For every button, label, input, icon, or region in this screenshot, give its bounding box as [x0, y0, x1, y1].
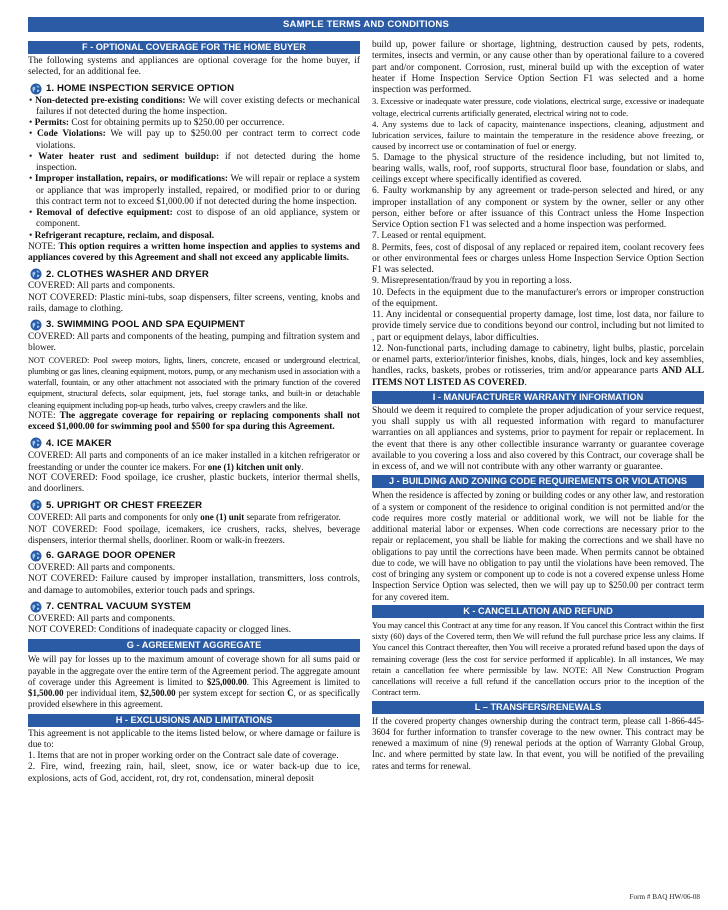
bullet-label: Refrigerant recapture, reclaim, and disposal. — [34, 230, 215, 241]
bullet-label: Non-detected pre-existing conditions: — [35, 95, 186, 106]
bullet-text: We will cover existing defects or mechanical failures if not detected during the home inspection. — [36, 95, 360, 117]
section-l-text: If the covered property changes ownership during the contract term, please call 1-866-445-3604 for further information to transfer coverage to the new owner. This contract may be renewed a maximum of nine (9) renewal periods at the option of Warranty Global Group, Inc. and where permitted by state law. In that event, you will be notified of the prevailing rates and terms for renewal. — [372, 715, 704, 771]
not-covered-text: NOT COVERED: Food spoilage, ice crusher, plastic buckets, interior thermal shells, and doorliners. — [28, 472, 360, 494]
bold-run: $1,500.00 — [28, 688, 64, 698]
covered-text: COVERED: All parts and components. — [28, 613, 176, 624]
option-6-title: 6. GARAGE DOOR OPENER — [46, 550, 176, 562]
note-text: The aggregate coverage for repairing or replacing components shall not exceed $1,000.00 for swimming pool and $500 for spa during this Agreement. — [28, 410, 360, 432]
globe-icon — [30, 499, 42, 511]
exclusion-item: 11. Any incidental or consequential property damage, lost time, lost data, nor failure to provide timely service due to conditions beyond our control, including but not limited to , part or equipment delays, labor difficulties. — [372, 310, 704, 343]
option-4-title: 4. ICE MAKER — [46, 437, 112, 449]
right-column — [372, 40, 704, 772]
exclusion-item: 3. Excessive or inadequate water pressure, code violations, electrical surge, excessive or inadequate voltage, electrical currents artificially generated, electrical wiring not to code. — [372, 96, 704, 118]
option-2-heading — [28, 267, 360, 281]
option-3-heading — [28, 318, 360, 332]
exclusion-item: 4. Any systems due to lack of capacity, maintenance inspections, cleaning, adjustment and lubrication services, failure to maintain the temperature in the residence above freezing, or caused by incorrect use or contamination of fuel or energy. — [372, 118, 704, 152]
not-covered-text: NOT COVERED: Food spoilage, icemakers, ice crushers, racks, shelves, beverage dispensers, interior thermal shells, doorliner. Room or walk-in freezers. — [28, 523, 360, 545]
section-j-header: J - BUILDING AND ZONING CODE REQUIREMENTS OR VIOLATIONS — [372, 475, 704, 488]
not-covered-text: NOT COVERED: Failure caused by improper installation, transmitters, loss controls, and damage to automobiles, exterior touch pads and springs. — [28, 574, 360, 596]
text-run: per system except for section — [175, 688, 288, 698]
exclusion-item-12 — [372, 344, 704, 389]
section-k-text: You may cancel this Contract at any time for any reason. If You cancel this Contract within the first sixty (60) days of the Covered term, then We will refund the full purchase price less any claims. If You cancel this Contract thereafter, then You will receive a prorated refund based upon the days of remaining coverage (less the cost for service performed if applicable). In all instances, We may retain a cancellation fee where permissible by law. NOTE: All New Construction Program cancellations will receive a full refund if the cancellation occurs prior to the inception of the Contract term. — [372, 619, 704, 698]
option-4-heading — [28, 436, 360, 450]
covered-text: COVERED: All parts and components. — [28, 281, 176, 292]
option-7-heading — [28, 600, 360, 614]
section-j-text: When the residence is affected by zoning or building codes or any other law, and restoration of a system or component of the residence to original condition is not permitted and/or the code requires more costly material or additional work, we will not be liable for the additional material labor or expenses. When code corrections are necessary prior to the repair or replacement, you shall be liable for making the corrections and we shall have no obligations to pay until the corrections have been made. When permits cannot be obtained due to code, we will have no obligation to pay until the violations have been removed. The cost of bringing any system or component up to code is not a covered expense unless Home Inspection Service Option was selected, then we will pay up to $250.00 per contract term for any covered item. — [372, 490, 704, 602]
bullet-label: Water heater rust and sediment buildup: — [38, 151, 220, 162]
section-l-header: L – TRANSFERS/RENEWALS — [372, 701, 704, 714]
bold-run: $25,000.00 — [206, 676, 247, 687]
section-h-intro: This agreement is not applicable to the items listed below, or where damage or failure is due to: — [28, 728, 360, 750]
page-title: SAMPLE TERMS AND CONDITIONS — [28, 17, 704, 32]
exclusion-item: 1. Items that are not in proper working order on the Contract sale date of coverage. — [28, 751, 339, 761]
covered-text: COVERED: All parts and components of the heating, pumping and filtration system and blower. — [28, 332, 360, 354]
option-6-heading — [28, 549, 360, 563]
section-g-text — [28, 654, 360, 710]
section-i-header: I - MANUFACTURER WARRANTY INFORMATION — [372, 391, 704, 404]
option-1-title: 1. HOME INSPECTION SERVICE OPTION — [46, 82, 235, 94]
text-run: We will pay for losses up to the maximum amount of coverage shown for all sums paid or payable in the aggregate over the entire term of the Agreement period. The aggregate amount of coverage under this Agreement is limited to — [28, 654, 360, 687]
not-covered-text: NOT COVERED: Conditions of inadequate capacity or clogged lines. — [28, 625, 292, 635]
text-run: per individual item, — [63, 688, 141, 698]
exclusion-item: 5. Damage to the physical structure of the residence including, but not limited to, bearing walls, walls, roof, roof supports, structural floor base, foundation or slabs, and ceilings except where specifically identified as covered. — [372, 152, 704, 185]
globe-icon — [30, 319, 42, 331]
bullet-text: cost to dispose of an old appliance, system or component. — [36, 208, 360, 230]
option-3-note — [28, 411, 360, 434]
bold-run: $2,500.00 — [140, 688, 176, 698]
option-5-heading — [28, 498, 360, 512]
covered-text-a: COVERED: All parts and components for only — [28, 512, 201, 523]
bullet-text: Cost for obtaining permits up to $250.00 per occurrence. — [69, 118, 285, 128]
bullet-label: Permits: — [34, 118, 69, 128]
option-5-title: 5. UPRIGHT OR CHEST FREEZER — [46, 499, 203, 511]
exclusion-item: 10. Defects in the equipment due to the manufacturer's errors or improper construction of the equipment. — [372, 287, 704, 309]
form-number: Form # BAQ HW/06-08 — [629, 893, 700, 901]
covered-text — [28, 450, 360, 473]
bullet-item: • Non-detected pre-existing conditions: We will cover existing defects or mechanical failures if not detected during the home inspection. — [29, 95, 360, 117]
text-run: . This Agreement is limited to — [246, 676, 360, 687]
exclusion-item-2: 2. Fire, wind, freezing rain, hail, sleet, snow, ice or water back-up due to ice, explosions, acts of God, accident, rot, dry rot, condensation, mineral deposit — [28, 762, 360, 784]
option-1-note — [28, 242, 360, 265]
globe-icon — [30, 268, 42, 280]
exclusion-item: 7. Leased or rental equipment. — [372, 231, 487, 242]
covered-text-b: separate from refrigerator. — [244, 512, 341, 523]
section-k-header: K - CANCELLATION AND REFUND — [372, 605, 704, 618]
globe-icon — [30, 437, 42, 449]
bold-run: C — [287, 688, 294, 698]
section-f-intro: The following systems and appliances are optional coverage for the home buyer, if selected, for an additional fee. — [28, 56, 360, 78]
section-f-header: F - OPTIONAL COVERAGE FOR THE HOME BUYER — [28, 41, 360, 54]
item-end: . — [524, 377, 527, 388]
covered-text: COVERED: All parts and components. — [28, 563, 176, 573]
item-text: 12. Non-functional parts, including damage to cabinetry, light bulbs, plastic, porcelain or enamel parts, exterior/interior finishes, knobs, dials, hinges, lock and key assemblies, handles, racks, baskets, probes or rotisseries, trim and/or appearance parts — [372, 343, 704, 377]
bullet-text: We will pay up to $250.00 per contract term to correct code violations. — [36, 129, 360, 151]
bullet-label: Removal of defective equipment: — [36, 208, 173, 218]
bullet-item: • Refrigerant recapture, reclaim, and disposal. — [29, 230, 215, 241]
section-h-header: H - EXCLUSIONS AND LIMITATIONS — [28, 714, 360, 727]
bullet-item: • Permits: Cost for obtaining permits up to $250.00 per occurrence. — [29, 118, 285, 128]
exclusion-item: 6. Faulty workmanship by any agreement or trade-person selected and hired, or any improper installation of any component or system by the owner, seller or any other person, either before or after issuance of this Contract unless the Home Inspection Service Option section F1 was selected and a home inspection was performed. — [372, 186, 704, 230]
item-bold: AND ALL ITEMS NOT LISTED AS COVERED — [372, 366, 705, 388]
bullet-label: Code Violations: — [37, 129, 106, 140]
section-i-text: Should we deem it required to complete the proper adjudication of your service request, you shall supply us with all requested information with regard to manufacturer warranties on all appliances and systems, prior to payment for repair or replacement. In the event that there is any other collectible insurance warranty or guarantee coverage available to you covering a loss and also covered by this Contract, our coverage shall be in excess of, and we will not contribute with any other warranty or guarantee. — [372, 405, 704, 472]
covered-bold: one (1) unit — [200, 512, 245, 523]
text-run: , or as specifically provided elsewhere in this agreement. — [28, 688, 360, 710]
left-column — [28, 40, 360, 785]
exclusion-item-2-cont: build up, power failure or shortage, lightning, destruction caused by pets, rodents, termites, insects and vermin, or any cause other than by operational failure to a covered part and/or component. Corrosion, rust, mineral build up with the exception of water heater if Home Inspection Service Option Section F1 was selected and a home inspection was performed. — [372, 40, 704, 95]
bullet-item: • Improper installation, repairs, or modifications: We will repair or replace a system or appliance that was improperly installed, repaired, or modified prior to or during this contract term not to exceed $1,000.00 if not detected during the home inspection. — [29, 174, 360, 207]
bullet-item: • Removal of defective equipment: cost to dispose of an old appliance, system or component. — [29, 208, 360, 230]
option-7-title: 7. CENTRAL VACUUM SYSTEM — [46, 601, 191, 613]
exclusion-item: 8. Permits, fees, cost of disposal of any replaced or repaired item, coolant recovery fees or other environmental fees or charges unless Home Inspection Service Option Section F1 was selected. — [372, 242, 704, 275]
note-text: This option requires a written home inspection and applies to systems and appliances covered by this Agreement and shall not exceed any applicable limits. — [28, 241, 360, 263]
bullet-text: if not detected during the home inspection. — [36, 151, 360, 173]
bullet-label: Improper installation, repairs, or modifications: — [34, 174, 229, 185]
not-covered-text: NOT COVERED: Pool sweep motors, lights, liners, concrete, encased or underground electrical, plumbing or gas lines, cleaning equipment, motors, pump, or any mechanism used in association with a waterfall, fountain, or any other attachment not associated with the primary function of the covered equipment, structural defects, solar equipment, jets, fuel storage tanks, and built-in or detachable cleaning equipment including pop-up heads, turbo valves, creepy crawlers and the like. — [28, 355, 360, 410]
option-1-heading — [28, 82, 360, 96]
bullet-item: • Water heater rust and sediment buildup: if not detected during the home inspection. — [29, 151, 360, 173]
bullet-item: • Code Violations: We will pay up to $250.00 per contract term to correct code violations. — [29, 129, 360, 151]
note-prefix: NOTE: — [28, 410, 60, 421]
option-2-title: 2. CLOTHES WASHER AND DRYER — [46, 268, 209, 280]
covered-text-a: COVERED: All parts and components of an ice maker installed in a kitchen refrigerator or freestanding or under the counter ice makers. For — [28, 450, 360, 472]
option-3-title: 3. SWIMMING POOL AND SPA EQUIPMENT — [46, 319, 246, 331]
bullet-text: We will repair or replace a system or appliance that was improperly installed, repaired, or modified prior to or during this contract term not to exceed $1,000.00 if not detected during the home inspection. — [36, 174, 360, 207]
covered-bold: one (1) kitchen unit only — [207, 461, 302, 472]
globe-icon — [30, 550, 42, 562]
globe-icon — [30, 83, 42, 95]
section-g-header: G - AGREEMENT AGGREGATE — [28, 639, 360, 652]
not-covered-text: NOT COVERED: Plastic mini-tubs, soap dispensers, filter screens, venting, knobs and rails, damage to clothing. — [28, 292, 360, 314]
exclusion-item: 9. Misrepresentation/fraud by you in reporting a loss. — [372, 276, 572, 287]
covered-text-b: . — [301, 461, 304, 472]
globe-icon — [30, 601, 42, 613]
covered-text — [28, 512, 360, 523]
note-prefix: NOTE: — [28, 241, 59, 252]
